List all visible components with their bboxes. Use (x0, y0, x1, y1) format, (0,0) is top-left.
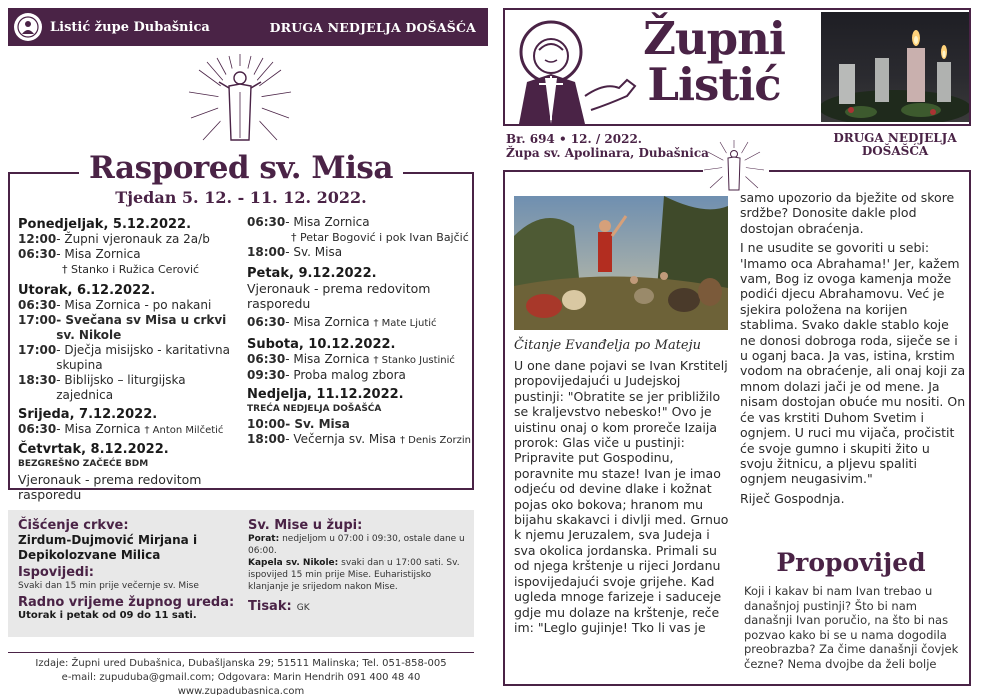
schedule-row: 06:30 - Misa Zornica (247, 215, 370, 229)
day-saturday: Subota, 10.12.2022. (247, 337, 396, 352)
gospel-text-col1: U one dane pojavi se Ivan Krstitelj propovijedajući u Judejskoj pustinji: "Obratite se jer približilo se kraljevstvo nebesko!" Ovo je uistinu onaj o kom proreče Izaija prorok: Glas viče u pustinji: Pripravite put Gospodinu, poravnite mu staze! Ivan je imao odjeću od devine dlake i kožnat pojas oko bokova; hranom mu bijahu skakavci i divlji med. Grnuo k njemu Jeruzalem, sva Judeja i sva okolica jordanska. Primali su od njega krštenje u rijeci Jordanu ispovijedajući svoje grijehe. Kad ugleda mnoge farizeje i saduceje gdje mu dolaze na krštenje, reče im: "Leglo gujinje! Tko li vas je (514, 358, 729, 635)
day-monday: Ponedjeljak, 5.12.2022. (18, 217, 192, 232)
schedule-row: 10:00 - Sv. Misa (247, 417, 350, 431)
intention-note: † Mate Ljutić (373, 318, 437, 329)
baptist-preaching-painting (514, 196, 728, 330)
cleaning-heading: Čišćenje crkve: (18, 518, 129, 533)
sunday-label: DRUGA NEDJELJA (833, 131, 957, 145)
day-thursday: Četvrtak, 8.12.2022. (18, 442, 169, 457)
confession-text: Svaki dan 15 min prije večernje sv. Mise (18, 581, 199, 591)
office-hours-text: Utorak i petak od 09 do 11 sati. (18, 610, 197, 621)
schedule-column-right (247, 215, 471, 448)
catechism-note: Vjeronauk - prema redovitom rasporedu (247, 281, 431, 311)
schedule-row: 06:30 - Misa Zornica † Anton Milčetić (18, 422, 224, 436)
schedule-row: 18:30 - Biblijsko – liturgijska zajednica (18, 373, 186, 402)
sermon-title: Propovijed (776, 548, 926, 577)
porat-text: nedjeljom u 07:00 i 09:30, ostale dane u 06:00. (248, 534, 465, 556)
schedule-row: 06:30 - Misa Zornica † Stanko Justinić (247, 352, 455, 366)
intention-note: † Anton Milčetić (144, 425, 224, 436)
feast-note: TREĆA NEDJELJA DOŠAŠĆA (247, 404, 382, 414)
day-sunday: Nedjelja, 11.12.2022. (247, 387, 404, 402)
intention-note: † Stanko Justinić (373, 355, 455, 366)
schedule-title: Raspored sv. Misa (79, 150, 403, 186)
day-wednesday: Srijeda, 7.12.2022. (18, 407, 158, 422)
schedule-row: 18:00 - Sv. Misa (247, 245, 343, 259)
gospel-caption: Čitanje Evanđelja po Mateju (514, 338, 702, 353)
schedule-row: 17:00 - Svečana sv Misa u crkvi sv. Nikole (18, 313, 227, 342)
issue-number: Br. 694 • 12. / 2022. (506, 132, 642, 146)
feast-note: BEZGREŠNO ZAČEĆE BDM (18, 459, 149, 469)
schedule-row: 06:30 - Misa Zornica - po nakani (18, 298, 212, 312)
masthead (503, 8, 971, 126)
left-header-bar (8, 8, 488, 46)
schedule-row: 18:00 - Večernja sv. Misa † Denis Zorzin (247, 432, 471, 446)
schedule-row: 12:00 - Župni vjeronauk za 2a/b (18, 232, 210, 246)
sunday-label-2: DOŠAŠĆA (861, 144, 929, 158)
parish-name: Župa sv. Apolinara, Dubašnica (506, 146, 709, 160)
press-heading: Tisak: (248, 599, 292, 614)
schedule-week-range: Tjedan 5. 12. - 11. 12. 2022. (115, 188, 367, 207)
schedule-row: 06:30 - Misa Zornica (18, 247, 141, 261)
intention-note: † Petar Bogović i pok Ivan Bajčić (291, 231, 469, 244)
office-hours-heading: Radno vrijeme župnog ureda: (18, 595, 235, 610)
day-tuesday: Utorak, 6.12.2022. (18, 283, 156, 298)
parish-info-panel (8, 510, 474, 637)
intention-note: † Denis Zorzin (400, 435, 471, 446)
schedule-column-left (18, 215, 238, 502)
cleaning-names: Zirdum-Dujmović Mirjana i Depikolozvane Milica (18, 533, 198, 562)
schedule-row: 06:30 - Misa Zornica † Mate Ljutić (247, 315, 437, 329)
footer-address: Izdaje: Župni ured Dubašnica, Dubašljanska 29; 51511 Malinska; Tel. 051-858-005 (35, 658, 447, 669)
gospel-paragraph: samo upozorio da bježite od skore srdžbe? Donosite dakle plod dostojan obraćenja. (740, 190, 955, 236)
gospel-closing: Riječ Gospodnja. (740, 490, 845, 506)
kapela-label: Kapela sv. Nikole: (248, 558, 339, 568)
sermon-text: Koji i kakav bi nam Ivan trebao u današnjoj pustinji? Što bi nam današnji Ivan poručio, na što bi nas pozvao kako bi se u nama dogodila preobrazba? Za čime današnji čovjek čezne? Nema dvojbe da želi bolje (744, 584, 959, 671)
advent-candles-image (821, 12, 969, 122)
confession-heading: Ispovijedi: (18, 565, 94, 580)
risen-christ-icon (185, 52, 295, 152)
right-page (500, 0, 984, 695)
publisher-footer (8, 652, 474, 695)
bulletin-title: Listić župe Dubašnica (50, 19, 210, 35)
catechism-note: Vjeronauk - prema redovitom rasporedu (18, 472, 202, 502)
day-friday: Petak, 9.12.2022. (247, 266, 377, 281)
risen-christ-small-icon (702, 138, 766, 196)
footer-contact: e-mail: zupuduba@gmail.com; Odgovara: Marin Hendrih 091 400 48 40 www.zupadubasnica.com (61, 672, 421, 695)
schedule-row: 09:30 - Proba malog zbora (247, 368, 406, 382)
schedule-row: 17:00 - Dječja misijsko - karitativna skupina (18, 343, 230, 372)
gospel-text-col2 (740, 190, 966, 510)
kapela-text: svaki dan u 17:00 sati. Sv. ispovijed 15 min prije Mise. Euharistijsko klanjanje je srijedom nakon Mise. (248, 558, 460, 592)
masses-heading: Sv. Mise u župi: (248, 518, 363, 533)
week-label: DRUGA NEDJELJA DOŠAŠĆA (269, 19, 476, 35)
masthead-title-zupni: Župni (643, 12, 785, 65)
press-text: GK (296, 603, 310, 613)
porat-label: Porat: (248, 534, 280, 544)
masthead-title-listic: Listić (647, 58, 781, 111)
parish-logo-icon (14, 13, 42, 41)
left-page (0, 0, 490, 695)
intention-note: † Stanko i Ružica Cerović (62, 263, 200, 276)
gospel-paragraph: I ne usudite se govoriti u sebi: 'Imamo oca Abrahama!' Jer, kažem vam, Bog iz ovoga kamenja može podići djecu Abrahamovu. Već je sjekira položena na korijen stablima. Svako dakle stablo koje ne donosi dobroga roda, siječe se i u oganj baca. Ja vas, istina, krstim vodom na obraćenje, ali onaj koji za mnom dolazi jači je od mene. Ja nisam dostojan obuće mu nositi. On će vas krstiti Duhom Svetim i ognjem. U ruci mu vijača, pročistit će svoje gumno i skupiti žito u svoju žitnicu, a pljevu spaliti ognjem neugasivim." (740, 240, 966, 487)
